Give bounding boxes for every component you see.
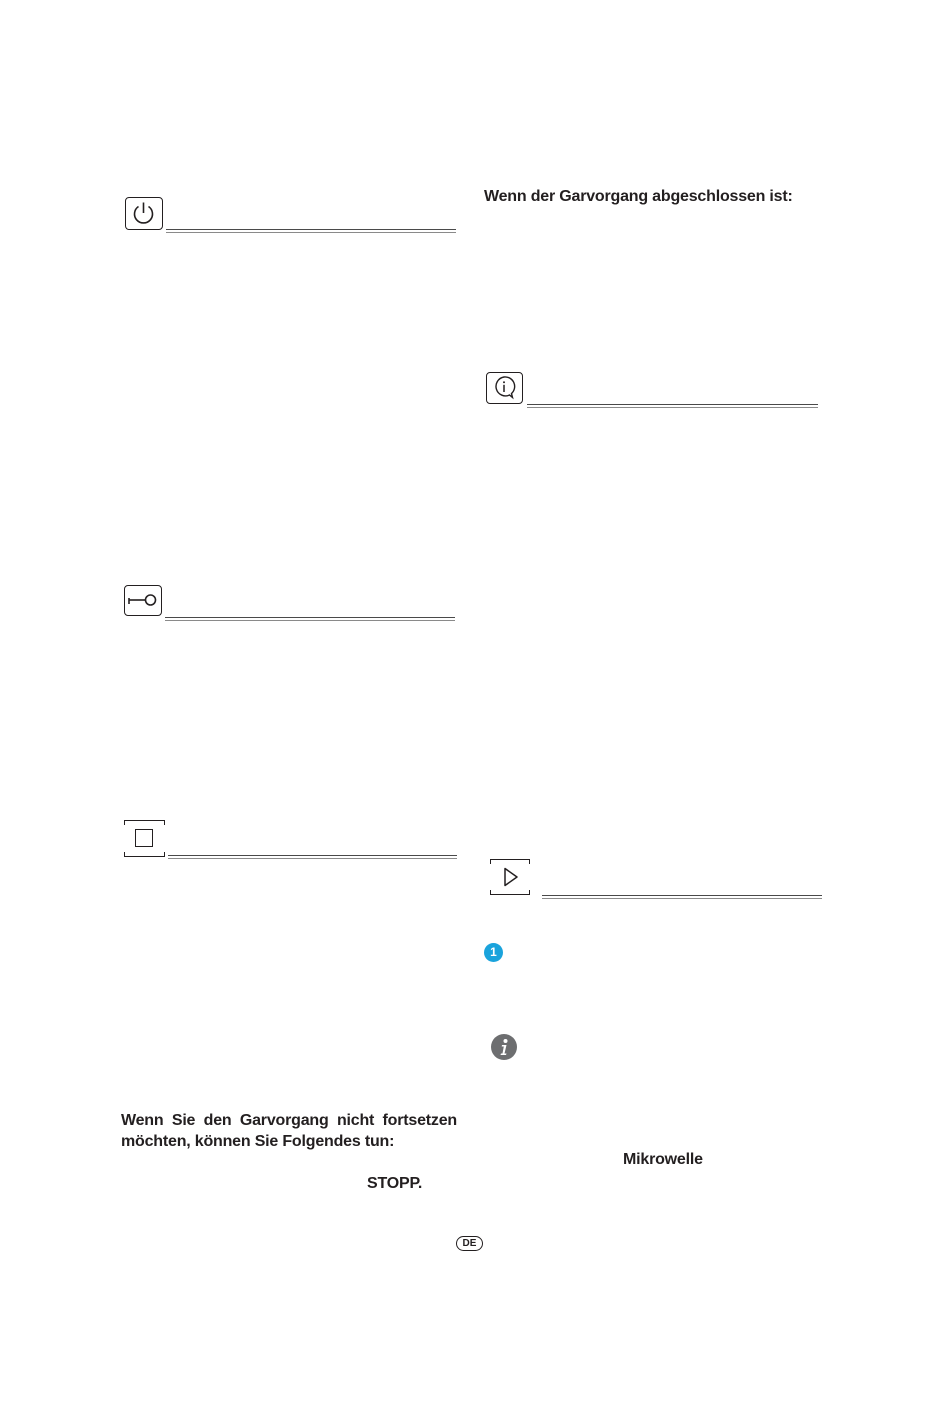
section-rule-start [542,895,822,899]
language-badge-text: DE [462,1238,477,1249]
power-icon [125,197,163,230]
step-number-badge [484,943,503,962]
info-icon [486,372,523,404]
italic-info-icon [491,1034,517,1060]
key-lock-icon [124,585,162,616]
language-badge [456,1236,483,1251]
stop-square-icon [124,820,165,857]
section-rule-lock [165,617,455,621]
mikrowelle-label: Mikrowelle [623,1151,703,1168]
stop-instruction-line2: möchten, können Sie Folgendes tun: [121,1133,395,1150]
play-icon [490,859,530,895]
section-rule-stop [168,855,457,859]
section-rule-power [166,229,456,233]
stop-instruction-line1: Wenn Sie den Garvorgang nicht fortsetzen [121,1112,457,1129]
step-number-text: 1 [490,945,497,959]
section-rule-info [527,404,818,408]
stopp-label: STOPP. [367,1175,423,1192]
cooking-finished-heading: Wenn der Garvorgang abgeschlossen ist: [484,188,793,205]
